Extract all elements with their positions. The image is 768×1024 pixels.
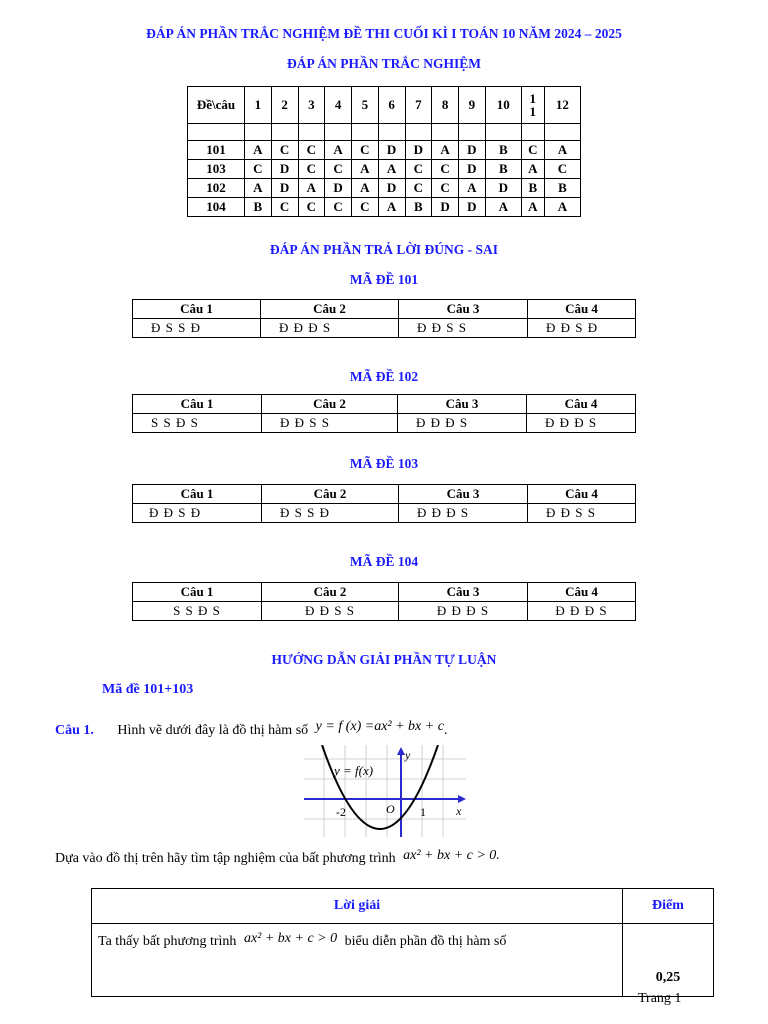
cell: C xyxy=(432,179,459,198)
cell: A xyxy=(378,198,405,217)
prompt-formula: ax² + bx + c > 0. xyxy=(403,848,500,863)
cell: C xyxy=(271,198,298,217)
header-cell: Câu 2 xyxy=(262,485,399,504)
question-text: Hình vẽ dưới đây là đồ thị hàm số xyxy=(117,723,309,738)
mcq-answer-table xyxy=(187,86,581,217)
cell: A xyxy=(521,160,544,179)
tick-neg-label: -2 xyxy=(336,805,346,819)
cell: B xyxy=(485,141,521,160)
cell: C xyxy=(245,160,272,179)
cell: D xyxy=(459,141,486,160)
tick-pos-label: 1 xyxy=(420,805,426,819)
tf-table-104 xyxy=(132,582,636,621)
cell: Đ Đ Đ S xyxy=(261,319,399,338)
header-cell: Câu 1 xyxy=(133,583,262,602)
cell: D xyxy=(378,141,405,160)
table-row xyxy=(133,504,636,523)
table-header-row xyxy=(133,300,636,319)
solution-formula: ax² + bx + c > 0 xyxy=(243,931,338,946)
table-row xyxy=(133,319,636,338)
question-label: Câu 1. xyxy=(55,723,94,738)
header-cell: 1 1 xyxy=(521,87,544,124)
y-axis-arrow xyxy=(397,747,405,755)
question-formula: y = f (x) =ax² + bx + c xyxy=(315,719,444,734)
cell: C xyxy=(544,160,580,179)
essay-code: Mã đề 101+103 xyxy=(102,682,194,697)
graph-grid xyxy=(304,745,466,837)
table-header-row xyxy=(188,87,581,124)
header-cell: Câu 3 xyxy=(399,485,528,504)
code-label-104: MÃ ĐỀ 104 xyxy=(349,554,419,569)
question-1 xyxy=(55,719,448,739)
table-row xyxy=(188,179,581,198)
cell: C xyxy=(352,198,379,217)
cell: C xyxy=(325,160,352,179)
cell: 104 xyxy=(188,198,245,217)
cell: C xyxy=(521,141,544,160)
tf-table-101 xyxy=(132,299,636,338)
question-prompt xyxy=(55,848,500,867)
header-cell: Câu 4 xyxy=(528,300,636,319)
cell: D xyxy=(271,179,298,198)
table-row xyxy=(92,924,714,997)
cell: A xyxy=(544,198,580,217)
question-end: . xyxy=(443,723,448,738)
cell: C xyxy=(432,160,459,179)
blank-row xyxy=(188,124,581,141)
header-cell: 10 xyxy=(485,87,521,124)
cell: D xyxy=(271,160,298,179)
cell: 103 xyxy=(188,160,245,179)
cell: C xyxy=(325,198,352,217)
cell: Đ Đ Đ S xyxy=(528,602,636,621)
table-header-row xyxy=(133,583,636,602)
cell: B xyxy=(544,179,580,198)
cell: B xyxy=(521,179,544,198)
solution-text: Ta thấy bất phương trình xyxy=(98,934,237,949)
cell: A xyxy=(298,179,325,198)
solution-table xyxy=(91,888,714,997)
x-label: x xyxy=(456,804,462,818)
cell: A xyxy=(521,198,544,217)
table-row xyxy=(133,414,636,433)
table-row xyxy=(188,198,581,217)
cell: B xyxy=(485,160,521,179)
cell: D xyxy=(459,198,486,217)
cell: C xyxy=(298,141,325,160)
tf-table-103 xyxy=(132,484,636,523)
header-cell: Câu 4 xyxy=(528,583,636,602)
cell: A xyxy=(352,179,379,198)
cell: Đ Đ Đ S xyxy=(527,414,636,433)
cell: Đ Đ S S xyxy=(528,504,636,523)
table-header-row xyxy=(133,485,636,504)
header-cell: Câu 1 xyxy=(133,485,262,504)
table-header-row xyxy=(92,889,714,924)
document-title: ĐÁP ÁN PHẦN TRẮC NGHIỆM ĐỀ THI CUỐI KÌ I TOÁN 10 NĂM 2024 – 2025 xyxy=(146,26,622,41)
cell: C xyxy=(352,141,379,160)
cell: A xyxy=(245,179,272,198)
cell: A xyxy=(544,141,580,160)
header-cell: 9 xyxy=(459,87,486,124)
cell: Đ Đ S S xyxy=(262,414,398,433)
cell: 102 xyxy=(188,179,245,198)
tf-heading: ĐÁP ÁN PHẦN TRẢ LỜI ĐÚNG - SAI xyxy=(269,242,499,257)
table-row xyxy=(133,602,636,621)
header-cell: 5 xyxy=(352,87,379,124)
cell: B xyxy=(405,198,432,217)
cell: D xyxy=(485,179,521,198)
cell: A xyxy=(245,141,272,160)
header-cell: Câu 4 xyxy=(527,395,636,414)
parabola-graph xyxy=(304,745,466,837)
cell: A xyxy=(485,198,521,217)
header-cell: Câu 3 xyxy=(399,300,528,319)
cell: A xyxy=(432,141,459,160)
prompt-text: Dựa vào đồ thị trên hãy tìm tập nghiệm của bất phương trình xyxy=(55,851,396,866)
essay-heading: HƯỚNG DẪN GIẢI PHẦN TỰ LUẬN xyxy=(271,652,497,667)
header-cell: Câu 1 xyxy=(133,300,261,319)
cell: Đ Đ S S xyxy=(399,319,528,338)
cell: C xyxy=(298,160,325,179)
cell: Đ Đ Đ S xyxy=(399,602,528,621)
cell: B xyxy=(245,198,272,217)
cell: S S Đ S xyxy=(133,414,262,433)
cell: C xyxy=(405,179,432,198)
code-label-103: MÃ ĐỀ 103 xyxy=(349,456,419,471)
cell: Đ Đ S S xyxy=(262,602,399,621)
page-number: Trang 1 xyxy=(638,991,682,1006)
header-cell: 12 xyxy=(544,87,580,124)
header-cell: Đề\câu xyxy=(188,87,245,124)
cell: D xyxy=(459,160,486,179)
cell: A xyxy=(352,160,379,179)
cell: D xyxy=(325,179,352,198)
cell: A xyxy=(325,141,352,160)
cell: Đ Đ S Đ xyxy=(133,504,262,523)
x-axis-arrow xyxy=(458,795,466,803)
cell: S S Đ S xyxy=(133,602,262,621)
header-cell: Câu 3 xyxy=(399,583,528,602)
function-label: y = f(x) xyxy=(334,763,374,778)
cell: Đ S S Đ xyxy=(262,504,399,523)
header-cell: 3 xyxy=(298,87,325,124)
solution-cell xyxy=(92,924,623,997)
cell: A xyxy=(459,179,486,198)
table-row xyxy=(188,141,581,160)
cell: Đ S S Đ xyxy=(133,319,261,338)
header-cell: Câu 2 xyxy=(262,583,399,602)
header-cell: Câu 2 xyxy=(262,395,398,414)
cell: Đ Đ Đ S xyxy=(399,504,528,523)
header-cell: 7 xyxy=(405,87,432,124)
header-cell: 4 xyxy=(325,87,352,124)
cell: A xyxy=(378,160,405,179)
cell: Đ Đ Đ S xyxy=(398,414,527,433)
code-label-101: MÃ ĐỀ 101 xyxy=(349,272,419,287)
solution-tail: biểu diễn phần đồ thị hàm số xyxy=(344,934,507,949)
cell: 101 xyxy=(188,141,245,160)
table-row xyxy=(188,160,581,179)
cell: D xyxy=(405,141,432,160)
header-cell: 2 xyxy=(271,87,298,124)
cell: D xyxy=(432,198,459,217)
header-cell: Câu 3 xyxy=(398,395,527,414)
header-cell: Câu 1 xyxy=(133,395,262,414)
y-label: y xyxy=(405,748,411,762)
header-cell: 6 xyxy=(378,87,405,124)
mcq-heading: ĐÁP ÁN PHẦN TRẮC NGHIỆM xyxy=(286,56,481,71)
cell: C xyxy=(405,160,432,179)
tf-table-102 xyxy=(132,394,636,433)
score-cell: 0,25 xyxy=(623,924,714,997)
cell: D xyxy=(378,179,405,198)
header-cell: 1 xyxy=(245,87,272,124)
cell: C xyxy=(271,141,298,160)
header-cell: Câu 4 xyxy=(528,485,636,504)
header-cell: Câu 2 xyxy=(261,300,399,319)
table-header-row xyxy=(133,395,636,414)
header-cell: 8 xyxy=(432,87,459,124)
score-header: Điểm xyxy=(623,889,714,924)
solution-header: Lời giải xyxy=(92,889,623,924)
origin-label: O xyxy=(386,802,395,816)
code-label-102: MÃ ĐỀ 102 xyxy=(349,369,419,384)
cell: C xyxy=(298,198,325,217)
cell: Đ Đ S Đ xyxy=(528,319,636,338)
